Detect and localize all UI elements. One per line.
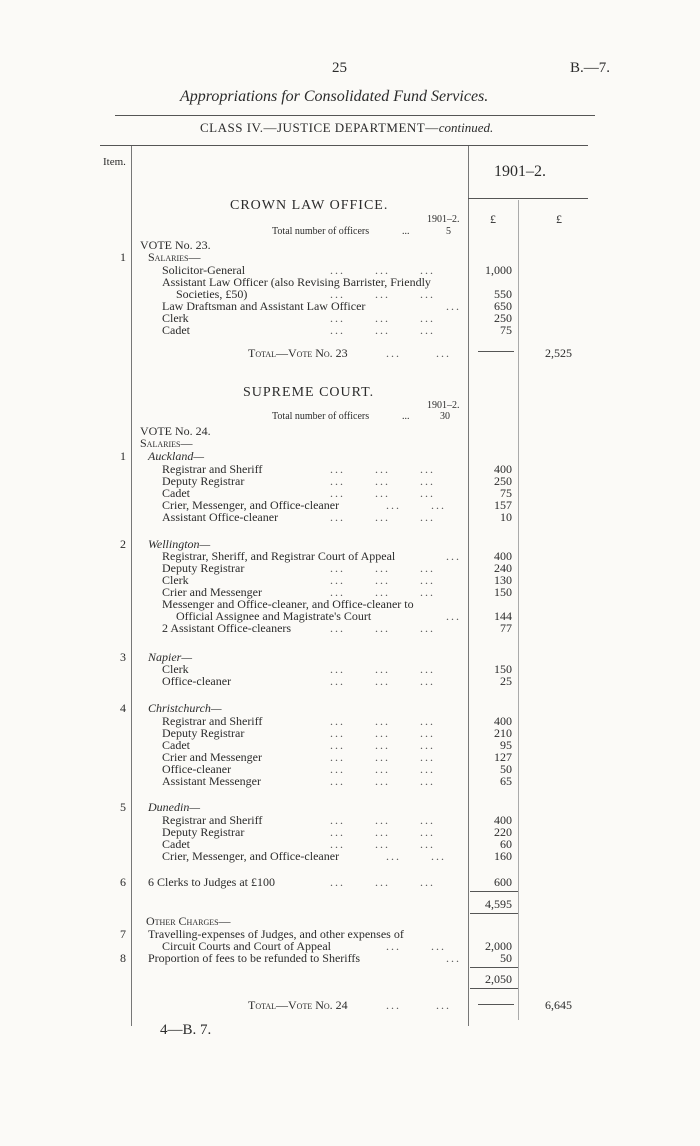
salaries-subtotal-rule — [470, 913, 518, 914]
leader-dots: ... ... ... — [330, 738, 435, 752]
leader-dots: ... ... ... — [330, 662, 435, 676]
crown-row-label: Cadet — [162, 323, 190, 337]
leader-dots: ... — [446, 951, 461, 965]
leader-dots: ... ... ... — [330, 573, 435, 587]
wellington-row-label: Clerk — [162, 573, 189, 587]
auckland-row-label: Deputy Registrar — [162, 474, 245, 488]
wellington-row-label: Deputy Registrar — [162, 561, 245, 575]
crown-row-label: Clerk — [162, 311, 189, 325]
auckland-row-value: 10 — [500, 510, 512, 524]
crown-law-office-title: CROWN LAW OFFICE. — [230, 198, 389, 213]
fees-item-number: 8 — [120, 951, 126, 965]
class-heading-continued: continued. — [438, 120, 494, 135]
christchurch-row-value: 65 — [500, 774, 512, 788]
crown-row-value: 250 — [494, 311, 512, 325]
wellington-row-label: 2 Assistant Office-cleaners — [162, 621, 292, 635]
wellington-row-value: 130 — [494, 573, 512, 587]
document-reference: B.—7. — [570, 60, 611, 76]
leader-dots: ... ... ... — [330, 263, 435, 277]
supreme-vote-heading: VOTE No. 24. — [140, 424, 211, 438]
auckland-row-label: Crier, Messenger, and Office-cleaner — [162, 498, 340, 512]
christchurch-row-value: 127 — [494, 750, 512, 764]
other-charges-heading: Other Charges— — [146, 914, 231, 928]
crown-row-value: 75 — [500, 323, 512, 337]
class-heading-main: CLASS IV.—JUSTICE DEPARTMENT— — [200, 120, 439, 135]
page-title: Appropriations for Consolidated Fund Services. — [180, 88, 489, 105]
dunedin-item-number: 5 — [120, 800, 126, 814]
leader-dots: ... ... ... — [330, 585, 435, 599]
leader-dots: ... ... ... — [330, 561, 435, 575]
fees-label: Proportion of fees to be refunded to Sheriffs — [148, 951, 361, 965]
crown-sum-rule — [478, 351, 514, 352]
wellington-row-value: 400 — [494, 549, 512, 563]
napier-row-label: Clerk — [162, 662, 189, 676]
dunedin-row-label: Deputy Registrar — [162, 825, 245, 839]
class-heading — [200, 120, 493, 136]
dunedin-row-label: Cadet — [162, 837, 190, 851]
supreme-officers-count: 30 — [440, 411, 450, 422]
leader-dots: ... ... ... — [330, 762, 435, 776]
leader-dots: ... ... ... — [330, 474, 435, 488]
leader-dots: ... ... ... — [330, 714, 435, 728]
leader-dots: ... ... — [386, 849, 446, 863]
crown-officers-count: 5 — [446, 226, 451, 237]
fees-value: 50 — [500, 951, 512, 965]
auckland-row-value: 250 — [494, 474, 512, 488]
leader-dots: ... ... — [386, 498, 446, 512]
travel-value: 2,000 — [485, 939, 512, 953]
leader-dots: ... ... ... — [330, 462, 435, 476]
crown-row-label: Societies, £50) — [176, 287, 248, 301]
crown-row-label: Law Draftsman and Assistant Law Officer — [162, 299, 366, 313]
dunedin-row-value: 220 — [494, 825, 512, 839]
leader-dots: ... ... — [386, 998, 451, 1012]
supreme-total-label: Total—Vote No. 24 — [248, 998, 348, 1012]
napier-row-label: Office-cleaner — [162, 674, 232, 688]
leader-dots: ... — [446, 549, 461, 563]
leader-dots: ... ... ... — [330, 621, 435, 635]
wellington-row-label: Crier and Messenger — [162, 585, 262, 599]
crown-row-value: 650 — [494, 299, 512, 313]
amount-column-rule — [468, 146, 469, 1026]
supreme-total-rule — [478, 1004, 514, 1005]
leader-dots: ... ... ... — [330, 287, 435, 301]
other-subtotal-rule — [470, 988, 518, 989]
crown-row-label: Solicitor-General — [162, 263, 246, 277]
auckland-row-label: Assistant Office-cleaner — [162, 510, 279, 524]
crown-row-label: Assistant Law Officer (also Revising Barrister, Friendly — [162, 275, 431, 289]
crown-vote-heading: VOTE No. 23. — [140, 238, 211, 252]
other-subtotal: 2,050 — [485, 972, 512, 986]
leader-dots: ... ... ... — [330, 875, 435, 889]
clerks-label: 6 Clerks to Judges at £100 — [148, 875, 275, 889]
leader-dots: ... ... ... — [330, 774, 435, 788]
clerks-item-number: 6 — [120, 875, 126, 889]
christchurch-row-label: Deputy Registrar — [162, 726, 245, 740]
christchurch-row-label: Cadet — [162, 738, 190, 752]
table-top-rule — [100, 145, 588, 146]
dunedin-row-label: Crier, Messenger, and Office-cleaner — [162, 849, 340, 863]
salaries-sum-rule — [470, 891, 518, 892]
napier-heading: Napier— — [148, 650, 193, 664]
auckland-item-number: 1 — [120, 449, 126, 463]
dunedin-row-value: 60 — [500, 837, 512, 851]
dunedin-row-value: 400 — [494, 813, 512, 827]
crown-item-number: 1 — [120, 250, 126, 264]
wellington-row-value: 144 — [494, 609, 512, 623]
crown-total-value: 2,525 — [545, 346, 572, 360]
wellington-row-value: 150 — [494, 585, 512, 599]
auckland-row-value: 157 — [494, 498, 512, 512]
christchurch-row-label: Registrar and Sheriff — [162, 714, 263, 728]
supreme-salaries-heading: Salaries— — [140, 436, 193, 450]
leader-dots: ... ... ... — [330, 674, 435, 688]
supreme-total-value: 6,645 — [545, 998, 572, 1012]
leader-dots: ... ... ... — [330, 837, 435, 851]
wellington-row-value: 240 — [494, 561, 512, 575]
pound-sign-total: £ — [556, 212, 562, 226]
leader-dots: ... ... ... — [330, 726, 435, 740]
leader-dots: ... ... ... — [330, 825, 435, 839]
supreme-court-title: SUPREME COURT. — [243, 385, 375, 400]
christchurch-row-label: Office-cleaner — [162, 762, 232, 776]
christchurch-heading: Christchurch— — [148, 701, 222, 715]
leader-dots: ... ... ... — [330, 813, 435, 827]
auckland-row-label: Cadet — [162, 486, 190, 500]
crown-officers-dots: ... — [402, 226, 410, 237]
page-number: 25 — [332, 60, 347, 76]
wellington-row-label: Registrar, Sheriff, and Registrar Court of Appeal — [162, 549, 396, 563]
christchurch-row-value: 400 — [494, 714, 512, 728]
dunedin-heading: Dunedin— — [148, 800, 200, 814]
christchurch-row-value: 210 — [494, 726, 512, 740]
crown-salaries-heading: Salaries— — [148, 250, 201, 264]
auckland-heading: Auckland— — [148, 449, 204, 463]
leader-dots: ... ... ... — [330, 750, 435, 764]
dunedin-row-value: 160 — [494, 849, 512, 863]
year-column-header: 1901–2. — [494, 163, 546, 180]
travel-label: Travelling-expenses of Judges, and other expenses of — [148, 927, 404, 941]
leader-dots: ... ... ... — [330, 311, 435, 325]
travel-item-number: 7 — [120, 927, 126, 941]
crown-row-value: 1,000 — [485, 263, 512, 277]
leader-dots: ... ... — [386, 939, 446, 953]
christchurch-row-label: Assistant Messenger — [162, 774, 261, 788]
travel-label-continued: Circuit Courts and Court of Appeal — [162, 939, 331, 953]
leader-dots: ... ... ... — [330, 486, 435, 500]
auckland-row-label: Registrar and Sheriff — [162, 462, 263, 476]
christchurch-row-value: 50 — [500, 762, 512, 776]
clerks-value: 600 — [494, 875, 512, 889]
crown-row-value: 550 — [494, 287, 512, 301]
napier-item-number: 3 — [120, 650, 126, 664]
leader-dots: ... — [446, 299, 461, 313]
christchurch-row-label: Crier and Messenger — [162, 750, 262, 764]
footer-signature: 4—B. 7. — [160, 1022, 212, 1038]
other-sum-rule — [470, 967, 518, 968]
item-column-rule — [131, 146, 132, 1026]
header-rule — [115, 115, 595, 116]
christchurch-row-value: 95 — [500, 738, 512, 752]
supreme-officers-dots: ... — [402, 411, 410, 422]
napier-row-value: 25 — [500, 674, 512, 688]
year-header-rule — [468, 198, 588, 199]
wellington-row-value: 77 — [500, 621, 512, 635]
dunedin-row-label: Registrar and Sheriff — [162, 813, 263, 827]
leader-dots: ... ... — [386, 346, 451, 360]
napier-row-value: 150 — [494, 662, 512, 676]
total-column-rule — [518, 200, 519, 1020]
wellington-heading: Wellington— — [148, 537, 211, 551]
salaries-subtotal: 4,595 — [485, 897, 512, 911]
pound-sign-detail: £ — [490, 212, 496, 226]
christchurch-item-number: 4 — [120, 701, 126, 715]
auckland-row-value: 400 — [494, 462, 512, 476]
supreme-officers-label: Total number of officers — [272, 411, 370, 422]
supreme-officers-year: 1901–2. — [427, 400, 460, 411]
leader-dots: ... ... ... — [330, 510, 435, 524]
wellington-row-label: Messenger and Office-cleaner, and Office-cleaner to — [162, 597, 414, 611]
crown-total-label: Total—Vote No. 23 — [248, 346, 348, 360]
crown-officers-year: 1901–2. — [427, 214, 460, 225]
wellington-row-label: Official Assignee and Magistrate's Court — [176, 609, 372, 623]
crown-officers-label: Total number of officers — [272, 226, 370, 237]
item-column-header: Item. — [103, 156, 126, 168]
leader-dots: ... — [446, 609, 461, 623]
wellington-item-number: 2 — [120, 537, 126, 551]
leader-dots: ... ... ... — [330, 323, 435, 337]
auckland-row-value: 75 — [500, 486, 512, 500]
